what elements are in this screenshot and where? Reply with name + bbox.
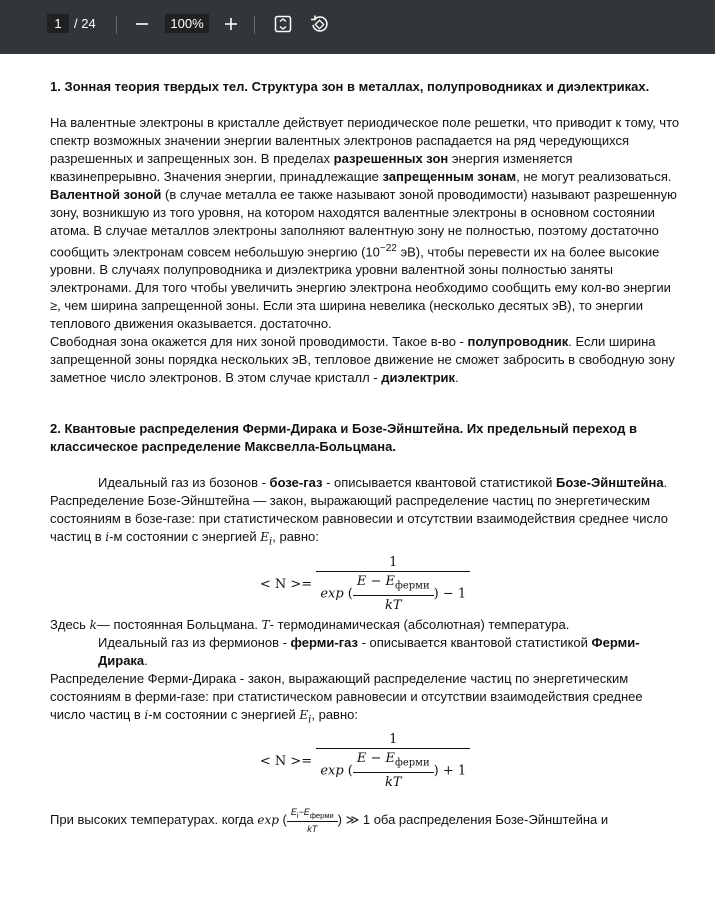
document-body [50, 78, 680, 834]
minus-icon [130, 12, 154, 36]
paragraph: На валентные электроны в кристалле действует периодическое поле решетки, что приводит к тому, что спектр возможных значении энергии валентных электронов распадается на ряд чередующихся разрешенных и запрещенных зон. В пределах разрешенных зон энергия изменяется квазинепрерывно. Значения энергии, принадлежащие запрещенным зонам, не могут реализоваться. [50, 115, 680, 184]
current-page: 1 [54, 16, 62, 31]
pdf-toolbar [0, 0, 715, 54]
zoom-input[interactable] [165, 14, 209, 33]
fit-page-button[interactable] [271, 12, 295, 36]
paragraph: Распределение Бозе-Эйнштейна — закон, выражающий распределение частиц по энергетическим состояниям в бозе-газе: при статистическом равновесии и отсутствии взаимодействия среднее число частиц в i-м состоянии с энергией $E_i$, равно: [50, 493, 668, 548]
paragraph: При высоких температурах. когда exp ( $\frac{E_i-E_{ферми}}{kT}$ ) ≫ 1 оба распределения Бозе-Эйнштейна и [50, 806, 609, 834]
paragraph: Свободная зона окажется для них зоной проводимости. Такое в-во - полупроводник. Если ширина запрещенной зоны порядка нескольких эВ, тепловое движение не сможет забросить в свободную зону заметное число электронов. В этом случае кристалл - диэлектрик. [50, 334, 675, 386]
fit-to-page-icon [271, 12, 295, 36]
rotate-icon [307, 12, 331, 36]
paragraph: Идеальный газ из фермионов - ферми-газ - описывается квантовой статистикой Ферми-Дирака. [98, 634, 640, 668]
page-number-input[interactable] [47, 14, 69, 33]
paragraph: Идеальный газ из бозонов - бозе-газ - описывается квантовой статистикой Бозе-Эйнштейна. [98, 475, 668, 491]
zoom-level: 100% [170, 16, 204, 31]
toolbar-divider [254, 16, 255, 34]
rotate-button[interactable] [307, 12, 331, 36]
zoom-out-button[interactable] [130, 12, 154, 36]
plus-icon [219, 12, 243, 36]
bose-einstein-formula: < N >= 1 exp ( $\frac{E - E_{ферми}}{kT}$ ) − 1 [50, 555, 680, 614]
section-1-title: 1. Зонная теория твердых тел. Структура зон в металлах, полупроводниках и диэлектриках. [50, 79, 650, 94]
zoom-in-button[interactable] [219, 12, 243, 36]
paragraph: Распределение Ферми-Дирака - закон, выражающий распределение частиц по энергетическим состояниям в ферми-газе: при статистическом равновесии и отсутствии взаимодействия среднее число частиц в i-м состоянии с энергией $E_i$, равно: [50, 670, 643, 726]
page-total: / 24 [74, 16, 96, 31]
paragraph: Валентной зоной (в случае металла ее также называют зоной проводимости) называют разрешенную зону, возникшую из того уровня, на котором находятся валентные электроны в основном состоянии атома. В случае металлов электроны заполняют валентную зону не полностью, поэтому достаточно сообщить электронам совсем небольшую энергию ($10^{-22}$ эВ), чтобы перевести их на более высокие уровни. В случаях полупроводника и диэлектрика уровни валентной зоны полностью заняты электронами. Для того чтобы увеличить энергию электрона необходимо сообщить ему кол-во энергии ≥, чем ширина запрещенной зоны. Если эта ширина невелика (несколько десятых эВ), то энергии теплового движения оказывается. достаточно. [50, 187, 677, 332]
toolbar-divider [116, 16, 117, 34]
section-2-title: 2. Квантовые распределения Ферми-Дирака и Бозе-Эйнштейна. Их предельный переход в классическое распределение Максвелла-Больцмана. [50, 421, 637, 455]
paragraph: Здесь k— постоянная Больцмана. T- термодинамическая (абсолютная) температура. [50, 616, 570, 632]
fermi-dirac-formula: < N >= 1 exp ( $\frac{E - E_{ферми}}{kT}$ ) + 1 [50, 732, 680, 791]
